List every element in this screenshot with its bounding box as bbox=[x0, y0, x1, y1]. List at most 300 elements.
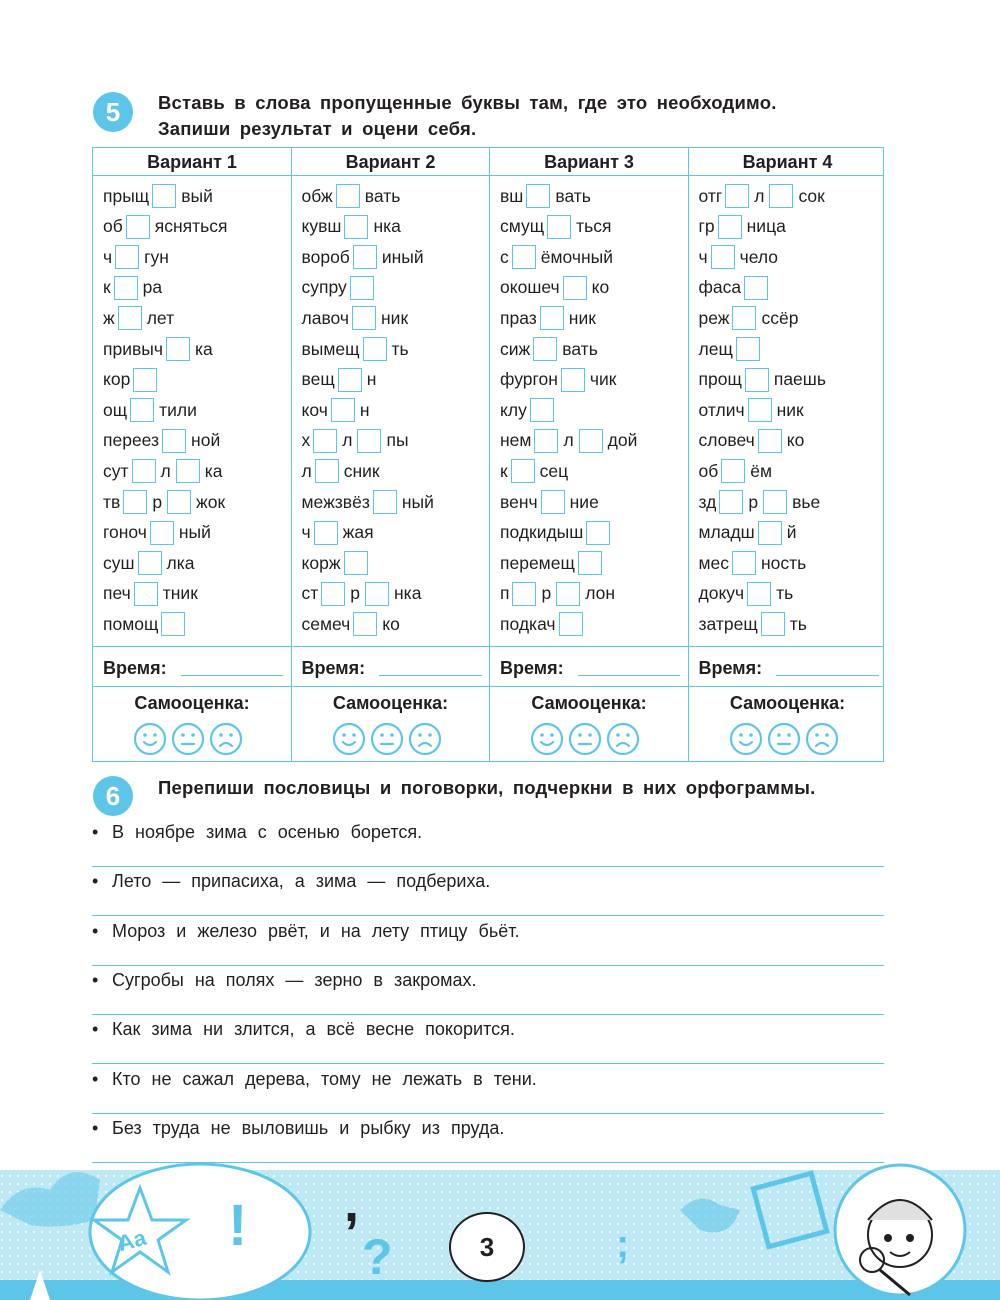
letter-input-box[interactable] bbox=[353, 245, 377, 269]
word-item bbox=[699, 609, 807, 639]
self-assessment-faces bbox=[332, 722, 442, 756]
writing-line[interactable] bbox=[92, 915, 884, 916]
word-item bbox=[302, 426, 409, 456]
smile-face-icon[interactable] bbox=[530, 722, 564, 756]
proverb-text bbox=[92, 819, 422, 845]
proverb-sentence: Мороз и железо рвёт, и на лету птицу бьёт. bbox=[112, 920, 520, 941]
word-item bbox=[103, 395, 197, 425]
word-item bbox=[302, 487, 434, 517]
letter-input-box[interactable] bbox=[336, 184, 360, 208]
word-fragment: клу bbox=[500, 399, 527, 420]
word-fragment: л bbox=[160, 460, 171, 481]
word-item bbox=[103, 426, 220, 456]
word-fragment: окошеч bbox=[500, 277, 560, 298]
word-item bbox=[103, 242, 169, 272]
word-fragment: венч bbox=[500, 491, 538, 512]
word-item bbox=[699, 334, 765, 364]
word-fragment: ться bbox=[576, 216, 612, 237]
proverb-item bbox=[92, 1066, 884, 1116]
letter-input-box[interactable] bbox=[315, 459, 339, 483]
word-item bbox=[103, 609, 190, 639]
letter-input-box[interactable] bbox=[540, 306, 564, 330]
word-fragment: сник bbox=[343, 460, 380, 481]
word-fragment: вымещ bbox=[301, 338, 360, 359]
word-item bbox=[103, 548, 195, 578]
letter-input-box[interactable] bbox=[162, 429, 186, 453]
word-item bbox=[103, 273, 162, 303]
word-fragment: вш bbox=[500, 185, 524, 206]
word-fragment: гоноч bbox=[103, 522, 147, 543]
letter-input-box[interactable] bbox=[744, 276, 768, 300]
self-assessment-faces bbox=[133, 722, 243, 756]
letter-input-box[interactable] bbox=[541, 490, 565, 514]
word-item bbox=[103, 303, 174, 333]
letter-input-box[interactable] bbox=[547, 215, 571, 239]
word-item bbox=[500, 609, 588, 639]
word-item bbox=[103, 181, 213, 211]
word-fragment: вать bbox=[555, 185, 591, 206]
proverb-sentence: Лето — припасиха, а зима — подбериха. bbox=[112, 871, 491, 892]
letter-input-box[interactable] bbox=[732, 306, 756, 330]
time-field[interactable] bbox=[699, 653, 879, 683]
word-item bbox=[500, 181, 591, 211]
word-fragment: й bbox=[786, 522, 797, 543]
variant-title: Вариант 4 bbox=[742, 152, 833, 172]
word-fragment: вый bbox=[181, 185, 213, 206]
word-item bbox=[699, 518, 797, 548]
word-fragment: х bbox=[301, 430, 311, 451]
word-fragment: вать bbox=[562, 338, 598, 359]
word-fragment: р bbox=[350, 583, 360, 604]
word-fragment: фургон bbox=[500, 369, 558, 390]
word-item bbox=[699, 242, 779, 272]
letter-input-box[interactable] bbox=[586, 521, 610, 545]
neutral-face-icon[interactable] bbox=[568, 722, 602, 756]
word-fragment: ощ bbox=[103, 399, 128, 420]
neutral-face-icon[interactable] bbox=[370, 722, 404, 756]
word-fragment: ница bbox=[746, 216, 786, 237]
letter-input-box[interactable] bbox=[758, 521, 782, 545]
letter-input-box[interactable] bbox=[719, 490, 743, 514]
smile-face-icon[interactable] bbox=[133, 722, 167, 756]
word-fragment: л bbox=[754, 185, 765, 206]
word-fragment: об bbox=[698, 460, 719, 481]
question-mark: ? bbox=[362, 1229, 393, 1285]
word-fragment: прощ bbox=[698, 369, 742, 390]
letter-input-box[interactable] bbox=[578, 551, 602, 575]
word-fragment: ра bbox=[142, 277, 163, 298]
instruction-line: Запиши результат и оцени себя. bbox=[158, 118, 477, 139]
letter-input-box[interactable] bbox=[118, 306, 142, 330]
letter-input-box[interactable] bbox=[176, 459, 200, 483]
word-item bbox=[302, 395, 370, 425]
time-label: Время: bbox=[103, 657, 167, 678]
word-fragment: сут bbox=[103, 460, 129, 481]
word-item bbox=[302, 609, 400, 639]
letter-input-box[interactable] bbox=[758, 429, 782, 453]
word-item bbox=[103, 365, 162, 395]
task-instruction bbox=[158, 90, 777, 142]
word-fragment: об bbox=[103, 216, 123, 237]
word-fragment: ём bbox=[750, 460, 773, 481]
bullet: • bbox=[92, 871, 99, 892]
variant-column-4 bbox=[689, 148, 887, 761]
letter-input-box[interactable] bbox=[561, 368, 585, 392]
word-item bbox=[699, 365, 826, 395]
letter-input-box[interactable] bbox=[725, 184, 749, 208]
word-item bbox=[500, 303, 596, 333]
word-fragment: подкидыш bbox=[500, 522, 584, 543]
word-fragment: ч bbox=[103, 246, 113, 267]
semicolon-symbol: ; bbox=[616, 1222, 630, 1266]
letter-input-box[interactable] bbox=[338, 368, 362, 392]
time-label: Время: bbox=[500, 657, 564, 678]
word-fragment: сец bbox=[539, 460, 569, 481]
word-item bbox=[103, 456, 223, 486]
self-assessment-label: Самооценка: bbox=[134, 693, 250, 713]
word-item bbox=[500, 426, 637, 456]
word-fragment: н bbox=[359, 399, 370, 420]
comma-symbol: , bbox=[344, 1173, 360, 1233]
word-item bbox=[302, 456, 380, 486]
letter-input-box[interactable] bbox=[134, 582, 158, 606]
writing-line[interactable] bbox=[92, 965, 884, 966]
letter-input-box[interactable] bbox=[748, 398, 772, 422]
word-fragment: ть bbox=[789, 613, 807, 634]
word-fragment: докуч bbox=[698, 583, 745, 604]
variant-column-3 bbox=[490, 148, 688, 761]
word-item bbox=[699, 303, 799, 333]
sad-face-icon[interactable] bbox=[606, 722, 640, 756]
word-item bbox=[500, 456, 568, 486]
letter-input-box[interactable] bbox=[166, 337, 190, 361]
neutral-face-icon[interactable] bbox=[171, 722, 205, 756]
word-item bbox=[500, 487, 599, 517]
word-fragment: лка bbox=[166, 552, 195, 573]
word-item bbox=[103, 518, 211, 548]
badge-letters: Aa bbox=[115, 1224, 149, 1257]
proverb-text bbox=[92, 1016, 515, 1042]
word-fragment: ч bbox=[698, 246, 708, 267]
bullet: • bbox=[92, 920, 99, 941]
word-item bbox=[699, 273, 774, 303]
letter-input-box[interactable] bbox=[123, 490, 147, 514]
letter-input-box[interactable] bbox=[152, 184, 176, 208]
word-item bbox=[302, 365, 377, 395]
writing-line[interactable] bbox=[92, 1014, 884, 1015]
bullet: • bbox=[92, 1117, 99, 1138]
word-fragment: нка bbox=[394, 583, 422, 604]
word-fragment: коч bbox=[301, 399, 328, 420]
letter-input-box[interactable] bbox=[534, 429, 558, 453]
word-fragment: ссёр bbox=[761, 307, 799, 328]
word-fragment: вещ bbox=[301, 369, 335, 390]
task-number-badge: 6 bbox=[93, 776, 133, 816]
word-item bbox=[500, 212, 612, 242]
self-assessment-faces bbox=[729, 722, 839, 756]
time-field[interactable] bbox=[302, 653, 482, 683]
bullet: • bbox=[92, 822, 99, 842]
word-fragment: вать bbox=[364, 185, 401, 206]
word-fragment: отлич bbox=[698, 399, 745, 420]
letter-input-box[interactable] bbox=[563, 276, 587, 300]
word-item bbox=[500, 273, 609, 303]
word-fragment: лет bbox=[146, 307, 175, 328]
word-fragment: семеч bbox=[301, 613, 351, 634]
letter-input-box[interactable] bbox=[579, 429, 603, 453]
word-item bbox=[500, 548, 607, 578]
word-fragment: ник bbox=[776, 399, 804, 420]
proverb-item bbox=[92, 967, 884, 1017]
word-item bbox=[699, 548, 807, 578]
word-item bbox=[699, 212, 786, 242]
writing-line[interactable] bbox=[92, 866, 884, 867]
word-fragment: чик bbox=[589, 369, 617, 390]
letter-input-box[interactable] bbox=[115, 245, 139, 269]
word-fragment: ть bbox=[776, 583, 794, 604]
word-fragment: пы bbox=[386, 430, 409, 451]
word-fragment: мес bbox=[698, 552, 730, 573]
word-item bbox=[302, 242, 424, 272]
time-answer-line[interactable] bbox=[181, 675, 283, 676]
letter-input-box[interactable] bbox=[763, 490, 787, 514]
word-fragment: переез bbox=[103, 430, 160, 451]
exclamation-mark: ! bbox=[228, 1193, 248, 1258]
proverb-item bbox=[92, 819, 884, 869]
letter-input-box[interactable] bbox=[512, 582, 536, 606]
writing-line[interactable] bbox=[92, 1113, 884, 1114]
word-fragment: ко bbox=[382, 613, 400, 634]
word-fragment: л bbox=[342, 430, 353, 451]
sad-face-icon[interactable] bbox=[805, 722, 839, 756]
word-fragment: л bbox=[301, 460, 312, 481]
word-fragment: перемещ bbox=[500, 552, 575, 573]
word-fragment: словеч bbox=[698, 430, 755, 451]
word-fragment: праз bbox=[500, 307, 537, 328]
letter-input-box[interactable] bbox=[769, 184, 793, 208]
smile-face-icon[interactable] bbox=[729, 722, 763, 756]
word-fragment: вороб bbox=[301, 246, 350, 267]
letter-input-box[interactable] bbox=[167, 490, 191, 514]
word-item bbox=[699, 395, 804, 425]
word-item bbox=[699, 487, 821, 517]
self-assessment-faces bbox=[530, 722, 640, 756]
proverb-item bbox=[92, 918, 884, 968]
letter-input-box[interactable] bbox=[150, 521, 174, 545]
word-fragment: фаса bbox=[698, 277, 742, 298]
letter-input-box[interactable] bbox=[352, 306, 376, 330]
letter-input-box[interactable] bbox=[132, 459, 156, 483]
word-fragment: ко bbox=[591, 277, 610, 298]
letter-input-box[interactable] bbox=[533, 337, 557, 361]
word-fragment: ть bbox=[391, 338, 409, 359]
word-fragment: сок bbox=[798, 185, 825, 206]
self-assessment-label: Самооценка: bbox=[332, 693, 449, 713]
self-assessment-label: Самооценка: bbox=[729, 693, 846, 713]
letter-input-box[interactable] bbox=[313, 429, 337, 453]
letter-input-box[interactable] bbox=[138, 551, 162, 575]
word-item bbox=[699, 579, 794, 609]
word-item bbox=[500, 518, 615, 548]
word-fragment: ник bbox=[568, 307, 596, 328]
word-fragment: ный bbox=[178, 522, 211, 543]
time-label: Время: bbox=[301, 657, 366, 678]
word-fragment: паешь bbox=[773, 369, 826, 390]
word-fragment: р bbox=[748, 491, 759, 512]
word-fragment: нем bbox=[500, 430, 532, 451]
word-item bbox=[500, 242, 613, 272]
word-item bbox=[302, 548, 373, 578]
word-item bbox=[103, 334, 213, 364]
word-fragment: ность bbox=[761, 552, 807, 573]
time-answer-line[interactable] bbox=[379, 675, 481, 676]
word-item bbox=[500, 365, 616, 395]
word-fragment: суш bbox=[103, 552, 135, 573]
time-answer-line[interactable] bbox=[578, 675, 680, 676]
word-item bbox=[699, 456, 773, 486]
word-fragment: ясняться bbox=[154, 216, 228, 237]
word-fragment: с bbox=[500, 246, 509, 267]
time-field[interactable] bbox=[103, 653, 283, 683]
word-fragment: вье bbox=[792, 491, 821, 512]
proverb-sentence: Кто не сажал дерева, тому не лежать в тени. bbox=[112, 1068, 537, 1089]
smile-face-icon[interactable] bbox=[332, 722, 366, 756]
letter-input-box[interactable] bbox=[114, 276, 138, 300]
letter-input-box[interactable] bbox=[732, 551, 756, 575]
time-answer-line[interactable] bbox=[776, 675, 878, 676]
page-number: 3 bbox=[449, 1212, 525, 1282]
letter-input-box[interactable] bbox=[373, 490, 397, 514]
letter-input-box[interactable] bbox=[526, 184, 550, 208]
word-fragment: затрещ bbox=[698, 613, 758, 634]
letter-input-box[interactable] bbox=[745, 368, 769, 392]
word-fragment: жок bbox=[196, 491, 226, 512]
word-item bbox=[302, 181, 401, 211]
word-item bbox=[103, 212, 228, 242]
word-fragment: п bbox=[500, 583, 510, 604]
word-fragment: иный bbox=[381, 246, 424, 267]
word-item bbox=[500, 395, 559, 425]
letter-input-box[interactable] bbox=[344, 215, 368, 239]
word-fragment: смущ bbox=[500, 216, 545, 237]
word-item bbox=[500, 579, 615, 609]
word-fragment: помощ bbox=[103, 613, 159, 634]
proverb-sentence: Без труда не выловишь и рыбку из пруда. bbox=[112, 1117, 505, 1138]
neutral-face-icon[interactable] bbox=[767, 722, 801, 756]
word-item bbox=[302, 273, 379, 303]
sad-face-icon[interactable] bbox=[209, 722, 243, 756]
letter-input-box[interactable] bbox=[161, 612, 185, 636]
word-fragment: межзвёз bbox=[301, 491, 370, 512]
word-fragment: ник bbox=[381, 307, 409, 328]
letter-input-box[interactable] bbox=[721, 459, 745, 483]
proverb-text bbox=[92, 868, 490, 894]
letter-input-box[interactable] bbox=[357, 429, 381, 453]
letter-input-box[interactable] bbox=[353, 612, 377, 636]
word-fragment: сиж bbox=[500, 338, 531, 359]
word-fragment: кор bbox=[103, 369, 131, 390]
writing-line[interactable] bbox=[92, 1063, 884, 1064]
letter-input-box[interactable] bbox=[761, 612, 785, 636]
word-fragment: дой bbox=[607, 430, 638, 451]
word-fragment: лещ bbox=[698, 338, 733, 359]
word-fragment: прыщ bbox=[103, 185, 150, 206]
letter-input-box[interactable] bbox=[747, 582, 771, 606]
letter-input-box[interactable] bbox=[736, 337, 760, 361]
word-fragment: младш bbox=[698, 522, 755, 543]
proverb-text bbox=[92, 967, 477, 993]
word-item bbox=[103, 579, 198, 609]
variant-title: Вариант 2 bbox=[345, 152, 436, 172]
letter-input-box[interactable] bbox=[350, 276, 374, 300]
letter-input-box[interactable] bbox=[365, 582, 389, 606]
proverb-item bbox=[92, 868, 884, 918]
letter-input-box[interactable] bbox=[130, 398, 154, 422]
letter-input-box[interactable] bbox=[512, 245, 536, 269]
word-fragment: лон bbox=[585, 583, 616, 604]
sad-face-icon[interactable] bbox=[408, 722, 442, 756]
letter-input-box[interactable] bbox=[321, 582, 345, 606]
letter-input-box[interactable] bbox=[530, 398, 554, 422]
proverb-sentence: В ноябре зима с осенью борется. bbox=[112, 822, 423, 842]
word-fragment: подкач bbox=[500, 613, 556, 634]
letter-input-box[interactable] bbox=[363, 337, 387, 361]
word-item bbox=[500, 334, 598, 364]
letter-input-box[interactable] bbox=[344, 551, 368, 575]
word-fragment: тили bbox=[159, 399, 197, 420]
word-fragment: р bbox=[152, 491, 163, 512]
time-field[interactable] bbox=[500, 653, 680, 683]
variant-title: Вариант 1 bbox=[147, 152, 237, 172]
proverb-sentence: Сугробы на полях — зерно в закромах. bbox=[112, 969, 477, 990]
variant-column-2 bbox=[292, 148, 490, 761]
letter-input-box[interactable] bbox=[559, 612, 583, 636]
letter-input-box[interactable] bbox=[556, 582, 580, 606]
letter-input-box[interactable] bbox=[331, 398, 355, 422]
task-instruction: Перепиши пословицы и поговорки, подчеркни в них орфограммы. bbox=[158, 777, 816, 798]
word-fragment: лавоч bbox=[301, 307, 350, 328]
word-item bbox=[302, 212, 401, 242]
proverb-text bbox=[92, 1066, 537, 1092]
word-fragment: нка bbox=[373, 216, 401, 237]
word-fragment: л bbox=[563, 430, 574, 451]
word-fragment: привыч bbox=[103, 338, 163, 359]
word-fragment: гун bbox=[144, 246, 169, 267]
bullet: • bbox=[92, 1019, 99, 1040]
proverb-text bbox=[92, 918, 519, 944]
exercise-table bbox=[92, 147, 884, 762]
bullet: • bbox=[92, 1068, 99, 1089]
word-fragment: к bbox=[103, 277, 111, 298]
word-fragment: гр bbox=[698, 216, 715, 237]
word-fragment: н bbox=[366, 369, 377, 390]
word-fragment: ка bbox=[194, 338, 213, 359]
letter-input-box[interactable] bbox=[314, 521, 338, 545]
word-fragment: ный bbox=[401, 491, 434, 512]
word-item bbox=[699, 181, 825, 211]
letter-input-box[interactable] bbox=[511, 459, 535, 483]
letter-input-box[interactable] bbox=[711, 245, 735, 269]
word-fragment: ной bbox=[191, 430, 221, 451]
variant-column-1 bbox=[93, 148, 291, 761]
word-item bbox=[302, 334, 409, 364]
letter-input-box[interactable] bbox=[133, 368, 157, 392]
letter-input-box[interactable] bbox=[718, 215, 742, 239]
letter-input-box[interactable] bbox=[126, 215, 150, 239]
word-item bbox=[302, 579, 422, 609]
proverb-item bbox=[92, 1016, 884, 1066]
bullet: • bbox=[92, 969, 99, 990]
